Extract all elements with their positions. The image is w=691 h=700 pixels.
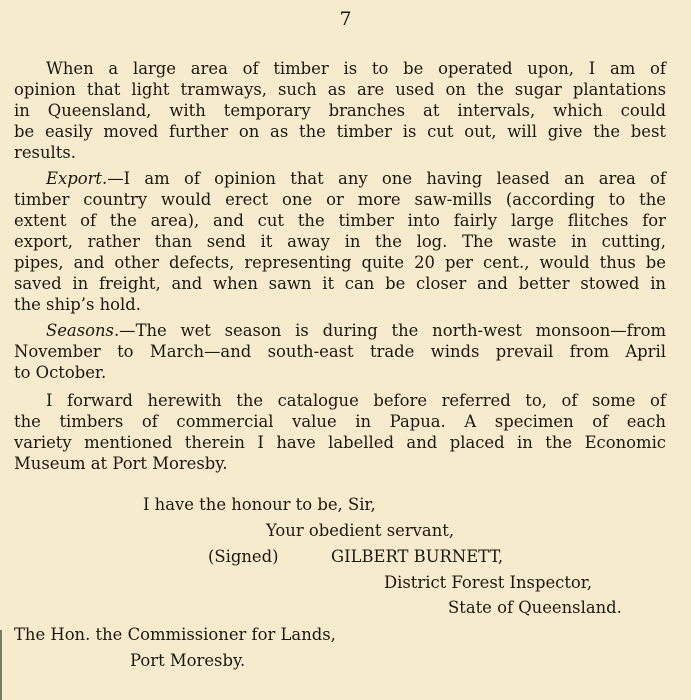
closing-line: Your obedient servant, bbox=[266, 521, 455, 540]
paragraph-line: extent of the area), and cut the timber into fairly large flitches for bbox=[14, 211, 666, 230]
closing-line: I have the honour to be, Sir, bbox=[143, 495, 376, 514]
paragraph-line-with-heading bbox=[46, 168, 666, 189]
addressee-line: The Hon. the Commissioner for Lands, bbox=[14, 625, 336, 644]
paragraph-line: results. bbox=[14, 143, 76, 162]
paragraph-line: I forward herewith the catalogue before referred to, of some of bbox=[46, 391, 666, 410]
paragraph-line: Museum at Port Moresby. bbox=[14, 454, 228, 473]
seasons-heading: Seasons. bbox=[46, 321, 120, 340]
binding-edge bbox=[0, 630, 8, 700]
addressee-line: Port Moresby. bbox=[130, 651, 246, 670]
paragraph-line: the ship’s hold. bbox=[14, 295, 141, 314]
signatory-name: GILBERT BURNETT, bbox=[331, 547, 504, 566]
paragraph-line: export, rather than send it away in the log. The waste in cutting, bbox=[14, 232, 666, 251]
paragraph-line: be easily moved further on as the timber is cut out, will give the best bbox=[14, 122, 666, 141]
paragraph-line: saved in freight, and when sawn it can be closer and better stowed in bbox=[14, 274, 666, 293]
paragraph-line: When a large area of timber is to be operated upon, I am of bbox=[46, 59, 666, 78]
export-heading: Export. bbox=[46, 169, 108, 188]
paragraph-line-with-heading bbox=[46, 320, 666, 341]
paragraph-text: —The wet season is during the north-west monsoon—from bbox=[119, 321, 666, 340]
paragraph-line: in Queensland, with temporary branches at intervals, which could bbox=[14, 101, 666, 120]
paragraph-line: timber country would erect one or more saw-mills (according to the bbox=[14, 190, 666, 209]
signatory-state: State of Queensland. bbox=[448, 598, 622, 617]
paragraph-line: opinion that light tramways, such as are used on the sugar plantations bbox=[14, 80, 666, 99]
paragraph-line: November to March—and south-east trade winds prevail from April bbox=[14, 342, 666, 361]
signatory-title: District Forest Inspector, bbox=[384, 573, 593, 592]
paragraph-line: pipes, and other defects, representing quite 20 per cent., would thus be bbox=[14, 253, 666, 272]
paragraph-line: the timbers of commercial value in Papua. A specimen of each bbox=[14, 412, 666, 431]
page-number: 7 bbox=[339, 8, 352, 30]
paragraph-line: to October. bbox=[14, 363, 107, 382]
signed-label: (Signed) bbox=[208, 547, 279, 566]
paragraph-line: variety mentioned therein I have labelled and placed in the Economic bbox=[14, 433, 666, 452]
paragraph-text: —I am of opinion that any one having leased an area of bbox=[107, 169, 666, 188]
